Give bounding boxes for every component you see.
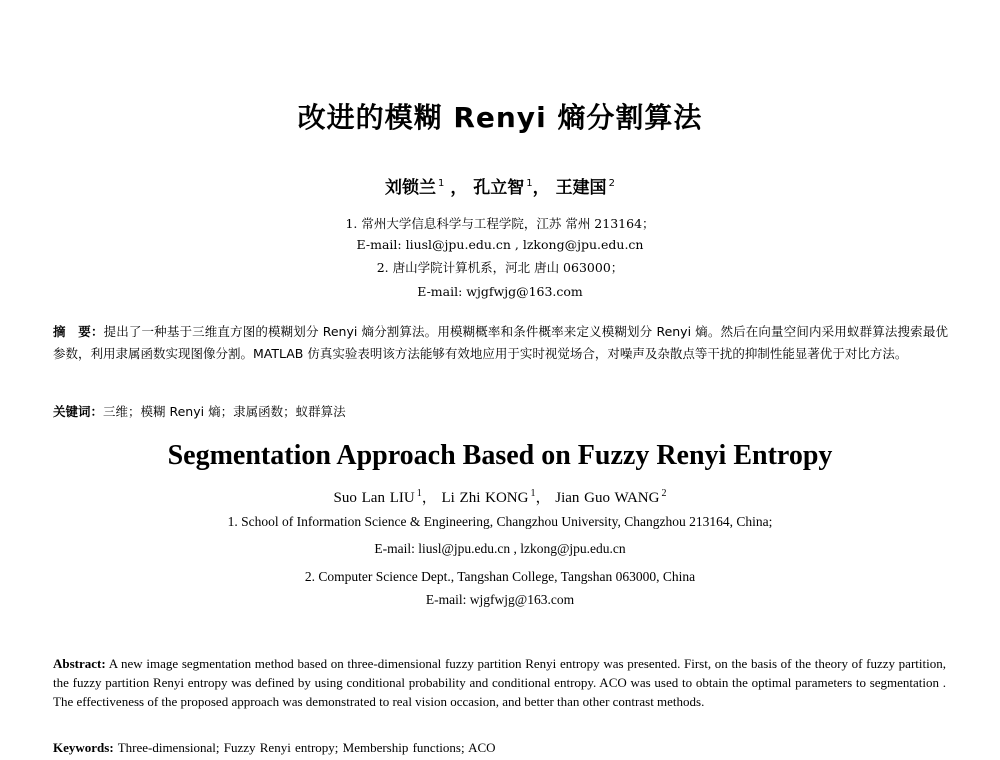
chinese-title: 改进的模糊 Renyi 熵分割算法 bbox=[297, 101, 703, 134]
author-name: 孔立智 bbox=[473, 178, 525, 198]
author-affiliation-mark: 1 bbox=[526, 178, 533, 190]
author-separator: ， bbox=[421, 490, 437, 506]
chinese-keywords-label: 关键词： bbox=[53, 404, 104, 419]
chinese-affiliation-1: 1. 常州大学信息科学与工程学院，江苏 常州 213164； bbox=[345, 216, 655, 231]
chinese-affiliation-2: 2. 唐山学院计算机系，河北 唐山 063000； bbox=[376, 260, 624, 275]
chinese-abstract bbox=[53, 321, 948, 365]
chinese-keywords-text: 三维；模糊 Renyi 熵；隶属函数；蚁群算法 bbox=[103, 404, 346, 419]
chinese-abstract-text: 提出了一种基于三维直方图的模糊划分 Renyi 熵分割算法。用模糊概率和条件概率来定义模糊划分 Renyi 熵。然后在向量空间内采用蚁群算法搜索最优参数，利用隶属函数实现图像分割。MATLAB 仿真实验表明该方法能够有效地应用于实时视觉场合，对噪声及杂散点等干扰的抑制性能显著优于对比方法。 bbox=[53, 324, 948, 361]
author-name: Jian Guo WANG bbox=[555, 490, 660, 506]
english-keywords-label: Keywords: bbox=[53, 740, 114, 755]
author-separator: ， bbox=[532, 178, 550, 198]
english-abstract-text: A new image segmentation method based on three-dimensional fuzzy partition Renyi entropy was presented. First, on the basis of the theory of fuzzy partition, the fuzzy partition Renyi entropy was defined by using conditional probability and conditional entropy. ACO was used to obtain the optimal parameters to segmentation . The effectiveness of the proposed approach was demonstrated to real vision occasion, and better than other contrast methods. bbox=[53, 656, 946, 709]
author-separator: ， bbox=[535, 490, 551, 506]
author-affiliation-mark: 2 bbox=[661, 488, 667, 499]
author-affiliation-mark: 2 bbox=[608, 178, 615, 190]
author-name: Suo Lan LIU bbox=[333, 490, 415, 506]
english-keywords bbox=[53, 740, 496, 756]
author-affiliation-mark: 1 bbox=[530, 488, 536, 499]
author-name: 刘锁兰 bbox=[385, 178, 437, 198]
chinese-authors bbox=[0, 173, 1000, 198]
english-email-2: E-mail: wjgfwjg@163.com bbox=[425, 592, 575, 607]
chinese-email-2: E-mail: wjgfwjg@163.com bbox=[417, 284, 583, 299]
english-abstract bbox=[53, 654, 946, 711]
author-name: Li Zhi KONG bbox=[441, 490, 529, 506]
english-authors bbox=[0, 486, 1000, 507]
english-title: Segmentation Approach Based on Fuzzy Renyi Entropy bbox=[167, 440, 833, 471]
english-email-1: E-mail: liusl@jpu.edu.cn , lzkong@jpu.edu.cn bbox=[374, 541, 626, 556]
english-affiliation-1: 1. School of Information Science & Engineering, Changzhou University, Changzhou 213164, China; bbox=[227, 514, 773, 529]
author-separator: ， bbox=[444, 178, 468, 198]
english-abstract-label: Abstract: bbox=[53, 656, 106, 671]
author-name: 王建国 bbox=[555, 178, 607, 198]
author-affiliation-mark: 1 bbox=[438, 178, 445, 190]
author-affiliation-mark: 1 bbox=[416, 488, 422, 499]
english-keywords-text: Three-dimensional; Fuzzy Renyi entropy; Membership functions; ACO bbox=[117, 740, 496, 755]
english-affiliation-2: 2. Computer Science Dept., Tangshan College, Tangshan 063000, China bbox=[304, 569, 696, 584]
chinese-keywords bbox=[53, 402, 346, 420]
chinese-abstract-label: 摘 要： bbox=[53, 324, 104, 339]
chinese-email-1: E-mail: liusl@jpu.edu.cn , lzkong@jpu.edu.cn bbox=[356, 237, 644, 252]
